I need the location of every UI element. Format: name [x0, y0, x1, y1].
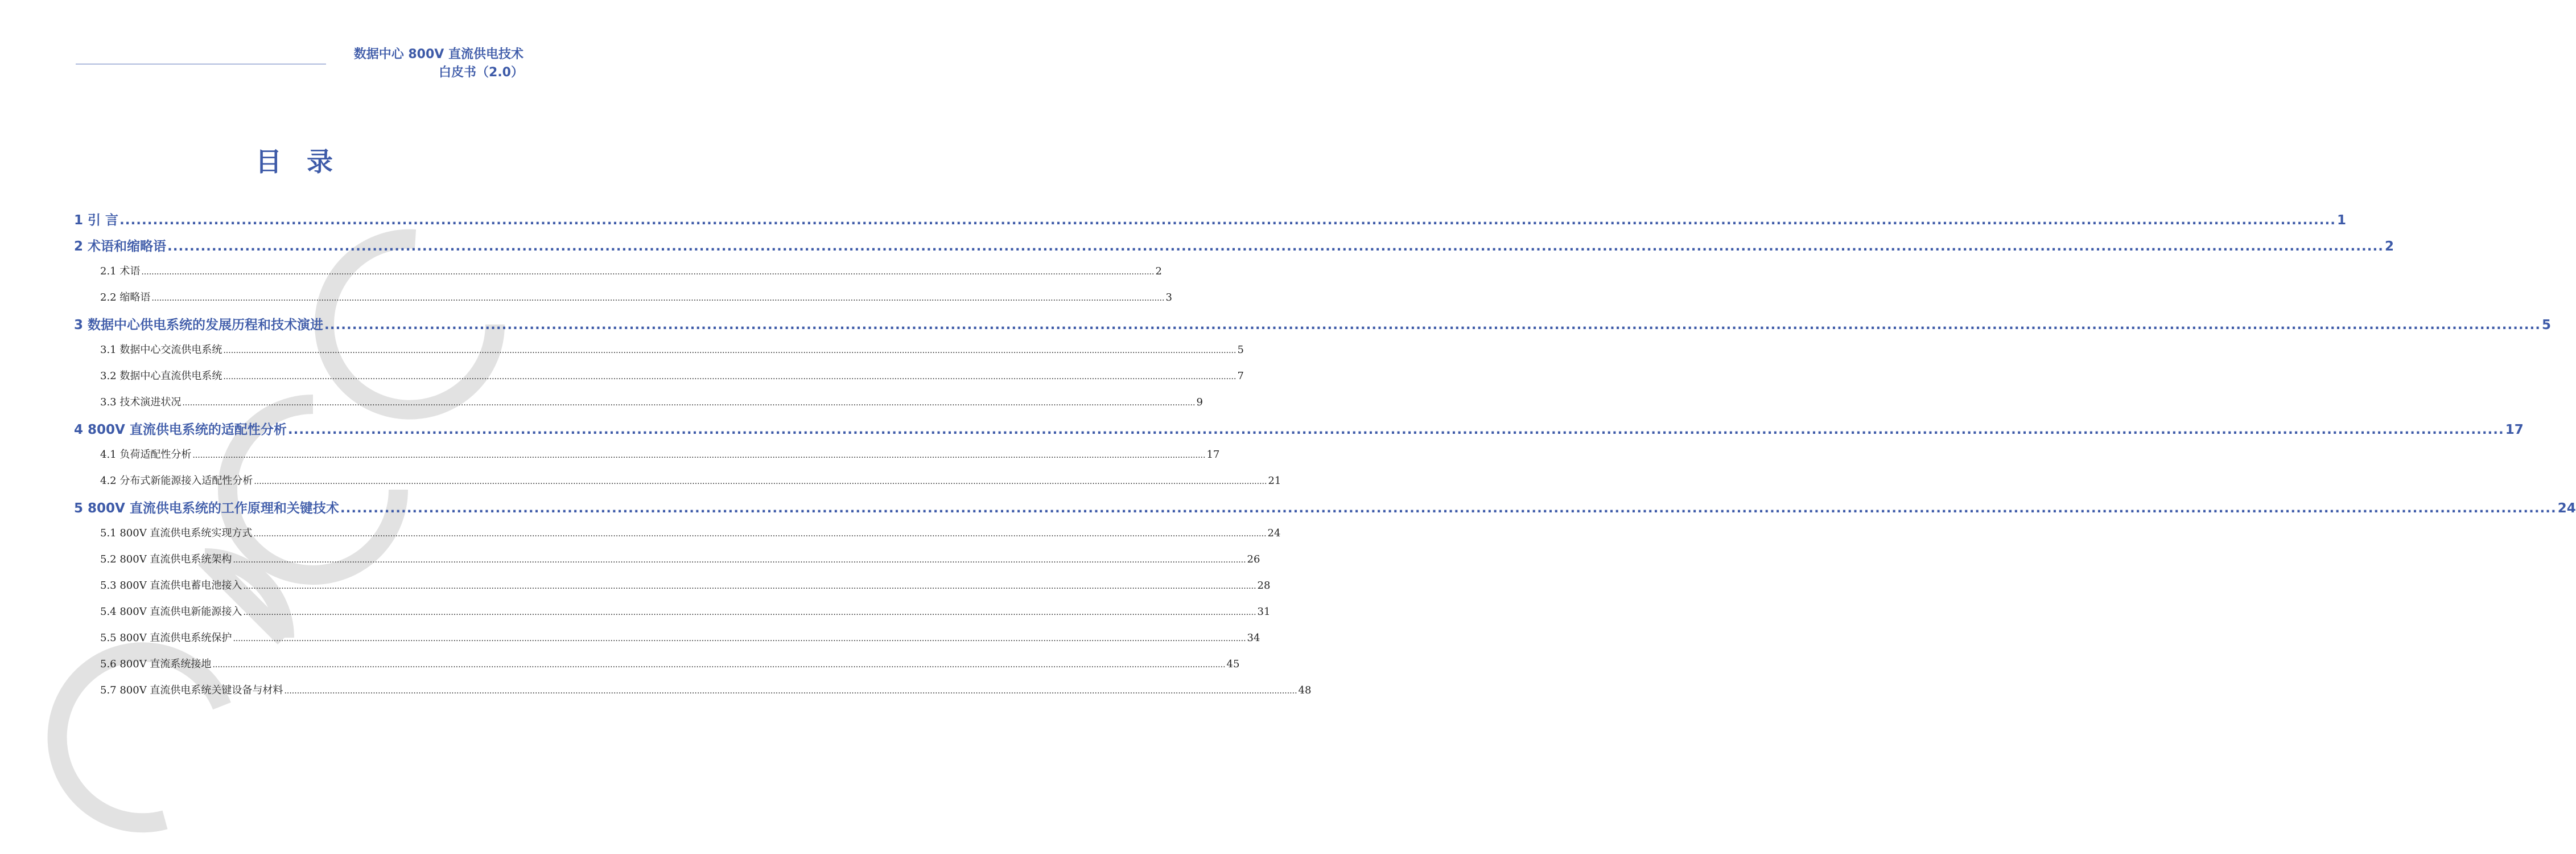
toc-section-entry[interactable]: [100, 446, 1220, 462]
toc-dot-leader: ................................................................................................................................................................................................................................................................................................................................................................................................................: [287, 422, 2504, 437]
toc-entry-page: 31: [1257, 606, 1271, 618]
toc-entry-label: 3 数据中心供电系统的发展历程和技术演进: [74, 318, 324, 332]
toc-entry-page: 2: [1155, 265, 1162, 277]
toc-dot-leader: ................................................................................................................................................................................................................................................................................................................................................................................................................: [223, 346, 1237, 355]
toc-entry-label: 5.1 800V 直流供电系统实现方式: [100, 527, 253, 539]
toc-entry-page: 24: [1267, 527, 1281, 539]
toc-entry-page: 26: [1247, 553, 1260, 565]
toc-entry-label: 5.6 800V 直流系统接地: [100, 658, 212, 670]
header-title-line2: 白皮书（2.0）: [439, 65, 524, 80]
toc-entry-label: 3.1 数据中心交流供电系统: [100, 344, 222, 356]
toc-chapter-entry[interactable]: [74, 314, 2551, 334]
toc-dot-leader: ................................................................................................................................................................................................................................................................................................................................................................................................................: [167, 239, 2384, 254]
toc-chapter-entry[interactable]: [74, 210, 2346, 229]
toc-entry-page: 5: [2541, 318, 2551, 332]
toc-entry-label: 5.7 800V 直流供电系统关键设备与材料: [100, 684, 283, 696]
toc-dot-leader: ................................................................................................................................................................................................................................................................................................................................................................................................................: [212, 660, 1226, 670]
toc-dot-leader: ................................................................................................................................................................................................................................................................................................................................................................................................................: [233, 556, 1246, 565]
toc-entry-label: 4.2 分布式新能源接入适配性分析: [100, 475, 253, 487]
toc-entry-page: 9: [1196, 396, 1203, 408]
toc-entry-page: 7: [1237, 370, 1244, 382]
toc-dot-leader: ................................................................................................................................................................................................................................................................................................................................................................................................................: [223, 372, 1237, 381]
toc-section-entry[interactable]: [100, 682, 1312, 698]
toc-chapter-entry[interactable]: [74, 498, 2576, 517]
toc-section-entry[interactable]: [100, 394, 1203, 410]
toc-dot-leader: ................................................................................................................................................................................................................................................................................................................................................................................................................: [243, 582, 1256, 591]
toc-entry-page: 2: [2384, 239, 2394, 254]
toc-entry-page: 45: [1226, 658, 1240, 670]
toc-section-entry[interactable]: [100, 577, 1271, 593]
toc-entry-label: 4.1 负荷适配性分析: [100, 449, 192, 461]
toc-entry-label: 2.2 缩略语: [100, 291, 151, 303]
toc-entry-label: 1 引 言: [74, 213, 119, 228]
toc-section-entry[interactable]: [100, 525, 1281, 541]
toc-section-entry[interactable]: [100, 630, 1260, 646]
toc-entry-page: 34: [1247, 632, 1260, 644]
toc-dot-leader: ................................................................................................................................................................................................................................................................................................................................................................................................................: [192, 451, 1206, 460]
toc-entry-page: 17: [1206, 449, 1220, 461]
toc-section-entry[interactable]: [100, 551, 1260, 567]
toc-chapter-entry[interactable]: [74, 236, 2394, 255]
toc-entry-label: 5 800V 直流供电系统的工作原理和关键技术: [74, 501, 339, 516]
toc-entry-page: 1: [2336, 213, 2346, 228]
toc-entry-page: 28: [1257, 580, 1271, 592]
toc-section-entry[interactable]: [100, 263, 1162, 279]
page-title: 目 录: [255, 146, 341, 177]
toc-entry-label: 2 术语和缩略语: [74, 239, 167, 254]
toc-dot-leader: ................................................................................................................................................................................................................................................................................................................................................................................................................: [119, 213, 2336, 228]
toc-entry-label: 2.1 术语: [100, 265, 141, 277]
toc-section-entry[interactable]: [100, 342, 1244, 358]
toc-entry-label: 5.3 800V 直流供电蓄电池接入: [100, 580, 242, 592]
toc-entry-label: 5.5 800V 直流供电系统保护: [100, 632, 232, 644]
toc-entry-label: 5.2 800V 直流供电系统架构: [100, 553, 232, 565]
toc-dot-leader: ................................................................................................................................................................................................................................................................................................................................................................................................................: [141, 268, 1155, 277]
toc-chapter-entry[interactable]: [74, 419, 2524, 438]
toc-dot-leader: ................................................................................................................................................................................................................................................................................................................................................................................................................: [340, 501, 2557, 516]
toc-entry-page: 17: [2505, 422, 2524, 437]
toc-section-entry[interactable]: [100, 603, 1271, 619]
toc-entry-page: 48: [1298, 684, 1312, 696]
toc-entry-label: 3.2 数据中心直流供电系统: [100, 370, 222, 382]
toc-entry-label: 4 800V 直流供电系统的适配性分析: [74, 422, 287, 437]
toc-section-entry[interactable]: [100, 656, 1240, 672]
toc-section-entry[interactable]: [100, 473, 1281, 488]
toc-dot-leader: ................................................................................................................................................................................................................................................................................................................................................................................................................: [182, 399, 1196, 408]
toc-dot-leader: ................................................................................................................................................................................................................................................................................................................................................................................................................: [284, 687, 1297, 696]
toc-section-entry[interactable]: [100, 368, 1244, 384]
toc-dot-leader: ................................................................................................................................................................................................................................................................................................................................................................................................................: [324, 318, 2541, 332]
toc-dot-leader: ................................................................................................................................................................................................................................................................................................................................................................................................................: [253, 529, 1267, 539]
toc-dot-leader: ................................................................................................................................................................................................................................................................................................................................................................................................................: [254, 477, 1267, 486]
toc-entry-page: 21: [1268, 475, 1281, 487]
toc-entry-label: 5.4 800V 直流供电新能源接入: [100, 606, 242, 618]
toc-dot-leader: ................................................................................................................................................................................................................................................................................................................................................................................................................: [151, 294, 1165, 303]
toc-section-entry[interactable]: [100, 289, 1172, 305]
toc-entry-page: 5: [1237, 344, 1244, 356]
header-title-line1: 数据中心 800V 直流供电技术: [353, 47, 524, 61]
toc-entry-label: 3.3 技术演进状况: [100, 396, 182, 408]
toc-entry-page: 24: [2557, 501, 2576, 516]
toc-dot-leader: ................................................................................................................................................................................................................................................................................................................................................................................................................: [243, 608, 1256, 617]
toc-dot-leader: ................................................................................................................................................................................................................................................................................................................................................................................................................: [233, 634, 1246, 643]
toc-entry-page: 3: [1165, 291, 1172, 303]
